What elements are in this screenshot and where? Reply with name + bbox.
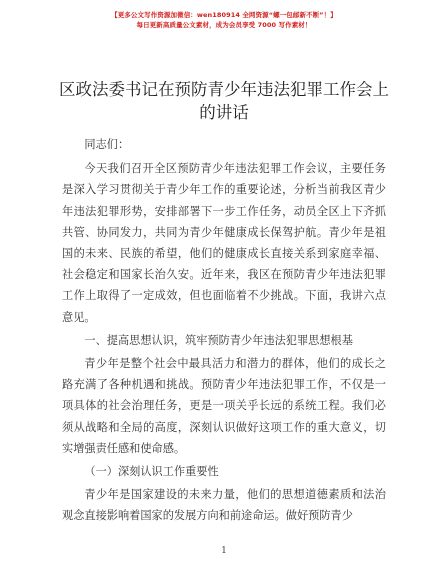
promo-banner [0,10,448,30]
promo-banner-line-1: 【更多公文写作资源加微信：wen180914 全网资源“螺一包邮新不断”！】 [111,11,337,19]
section-1-paragraph: 青少年是整个社会中最具活力和潜力的群体，他们的成长之路充满了各种机遇和挑战。预防青少年违法犯罪工作，不仅是一项具体的社会治理任务，更是一项关乎长远的系统工程。我们必须从战略和全局的高度，深刻认识做好这项工作的重大意义，切实增强责任感和使命感。 [62,357,386,455]
salutation: 同志们： [84,138,130,151]
page-number: 1 [221,546,227,556]
paragraph-intro: 今天我们召开全区预防青少年违法犯罪工作会议，主要任务是深入学习贯彻关于青少年工作的重要论述，分析当前我区青少年违法犯罪形势，安排部署下一步工作任务，动员全区上下齐抓共管、协同发力，共同为青少年健康成长保驾护航。青少年是祖国的未来、民族的希望，他们的健康成长直接关系到家庭幸福、社会稳定和国家长治久安。近年来，我区在预防青少年违法犯罪工作上取得了一定成效，但也面临着不少挑战。下面，我讲六点意见。 [62,162,386,324]
subsection-1-heading: （一）深刻认识工作重要性 [84,465,219,479]
subsection-1-paragraph: 青少年是国家建设的未来力量，他们的思想道德素质和法治观念直接影响着国家的发展方向和前途命运。做好预防青少 [62,488,386,523]
section-1-heading: 一、提高思想认识，筑牢预防青少年违法犯罪思想根基 [84,333,353,347]
document-title: 区政法委书记在预防青少年违法犯罪工作会上的讲话 [59,80,389,122]
document-body [62,134,386,527]
promo-banner-line-2: 每日更新高质量公文素材，成为会员享受 7000 写作素材！ [136,21,312,29]
